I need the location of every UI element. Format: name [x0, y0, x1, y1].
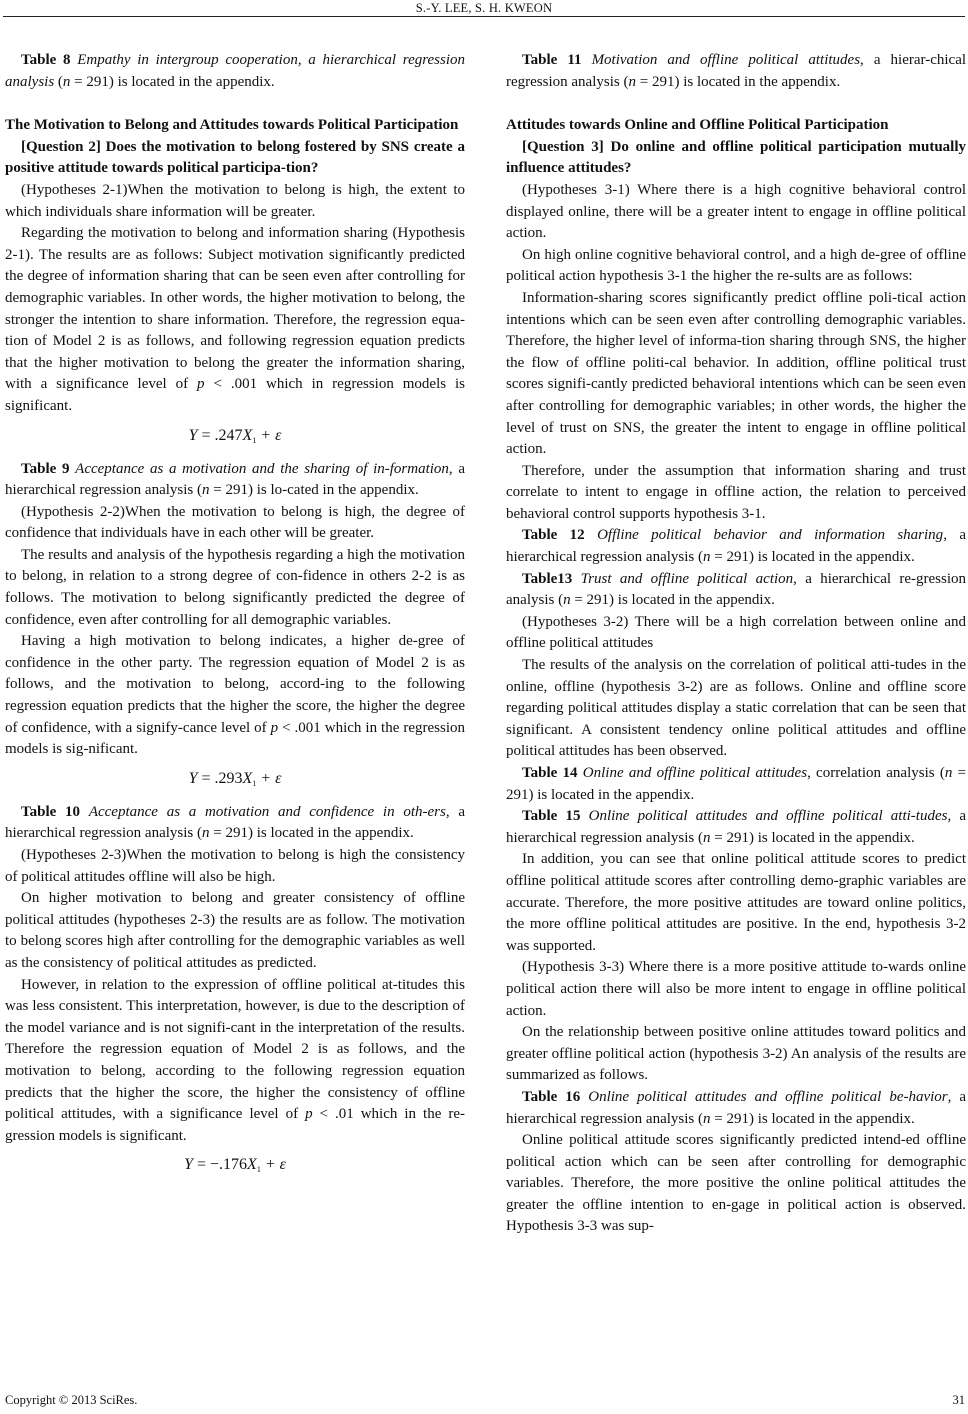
hypothesis-2-2: (Hypothesis 2-2)When the motivation to belong is high, the degree of confidence that individuals have in each other will be greater.: [5, 503, 465, 542]
research-question-3: [Question 3] Do online and offline political participation mutually influence attitudes?: [506, 138, 966, 177]
table-12-reference: Table 12 Offline political behavior and information sharing, a hierarchical regression analysis (n = 291) is located in the appendix.: [506, 527, 966, 566]
paragraph-confidence: Having a high motivation to belong indicates, a higher de-gree of confidence in the other party. The regression equation of Model 2 is as follows, and the motivation to belong, accord-ing to the following regression equation predicts that the higher the score, the higher the degree of confidence, with a signify-cance level of p < .001 which in the regression models is sig-nificant.: [5, 633, 465, 758]
running-header: S.-Y. LEE, S. H. KWEON: [415, 1, 553, 15]
table-13-reference: Table13 Trust and offline political action, a hierarchical re-gression analysis (n = 291) is located in the appendix.: [506, 570, 966, 609]
hypothesis-2-1: (Hypotheses 2-1)When the motivation to belong is high, the extent to which individuals share information will be greater.: [5, 181, 465, 220]
page-number: 31: [952, 1393, 965, 1407]
hypothesis-3-2: (Hypotheses 3-2) There will be a high correlation between online and offline political attitudes: [506, 613, 966, 652]
regression-equation-2: $Y = .293X_1 + \varepsilon$: [188, 769, 282, 788]
regression-equation-3: $Y = -.176X_1 + \varepsilon$: [184, 1156, 286, 1175]
paragraph-hypothesis-2-3-results: On higher motivation to belong and greater consistency of offline political attitudes (hypotheses 2-3) the results are as follow. The motivation to belong scores high after controlling for the demographic variables as well as the consistency of political attitudes as predicted.: [5, 890, 465, 971]
header-rule: [3, 16, 965, 17]
table-15-reference: Table 15 Online political attitudes and offline political atti-tudes, a hierarchical regression analysis (n = 291) is located in the appendix.: [506, 808, 967, 846]
table-8-reference: Table 8 Empathy in intergroup cooperation, a hierarchical regression analysis (n = 291) is located in the appendix.: [5, 52, 466, 90]
table-14-reference: Table 14 Online and offline political attitudes, correlation analysis (n = 291) is located in the appendix.: [506, 765, 967, 803]
paragraph-information-sharing: Information-sharing scores significantly predict offline poli-tical action intentions which can be seen even after controlling demographic variables. Therefore, the higher level of informa-tion sharing through SNS, the higher the flow of offline politi-cal behavior. In addition, offline political trust scores signifi-cantly predicted behavioral intentions which can be seen even after controlling for demographic variables; in other words, the higher the level of trust on SNS, the greater the intent to engage in offline political action.: [506, 289, 966, 458]
paragraph-hypothesis-3-2-supported: In addition, you can see that online political attitude scores to predict offline political attitude scores after controlling demo-graphic variables are accurate. Therefore, the more positive attitudes are toward online politics, the more offline political attitudes are positive. In the end, hypothesis 3-2 was supported.: [506, 851, 966, 954]
paragraph-hypothesis-3-3-intro: On the relationship between positive online attitudes toward politics and greater offline political action (hypothesis 3-2) An analysis of the results are summarized as follows.: [506, 1024, 966, 1084]
research-question-2: [Question 2] Does the motivation to belong fostered by SNS create a positive attitude towards political participa-tion?: [5, 138, 465, 177]
paragraph-hypothesis-3-3-results: Online political attitude scores significantly predicted intend-ed offline political action which can be seen after controlling for demographic variables. Therefore, the more positive the online political attitudes the greater the offline intention to en-gage in political action is observed. Hypothesis 3-3 was sup-: [506, 1132, 966, 1235]
hypothesis-3-3: (Hypothesis 3-3) Where there is a more positive attitude to-wards online political action there will also be more intent to engage in offline political action.: [506, 959, 966, 1019]
right-column: [506, 50, 966, 1238]
paragraph-hypothesis-3-1-intro: On high online cognitive behavioral control, and a high de-gree of offline political action hypothesis 3-1 the higher the re-sults are as follows:: [506, 246, 966, 285]
table-16-reference: Table 16 Online political attitudes and offline political be-havior, a hierarchical regression analysis (n = 291) is located in the appendix.: [506, 1088, 967, 1127]
left-column: [5, 50, 465, 1188]
section-heading-motivation: The Motivation to Belong and Attitudes towards Political Participation: [5, 117, 459, 134]
paragraph-hypothesis-2-2-results: The results and analysis of the hypothesis regarding a high the motivation to belong, in relation to a strong degree of con-fidence in others 2-2 is as follows. The motivation to belong significantly predicted the degree of confidence, even after controlling for all demographic variables.: [5, 546, 465, 628]
paragraph-assumption: Therefore, under the assumption that information sharing and trust correlate to intent to engage in offline action, the relation to perceived behavioral control supports hypothesis 3-1.: [506, 462, 966, 522]
section-heading-online-offline: Attitudes towards Online and Offline Political Participation: [506, 117, 889, 134]
paragraph-correlation-results: The results of the analysis on the correlation of political atti-tudes in the online, offline (hypothesis 3-2) are as follows. Online and offline score regarding political attitudes display a static correlation that can be seen that significant. A consistent tendency online political attitudes and offline political attitudes has been observed.: [506, 657, 966, 760]
hypothesis-3-1: (Hypotheses 3-1) Where there is a high cognitive behavioral control displayed online, there will be a greater intent to engage in offline political action.: [506, 181, 966, 242]
regression-equation-1: $Y = .247X_1 + \varepsilon$: [188, 426, 282, 445]
table-11-reference: Table 11 Motivation and offline political attitudes, a hierar-chical regression analysis (n = 291) is located in the appendix.: [506, 52, 967, 90]
table-10-reference: Table 10 Acceptance as a motivation and confidence in oth-ers, a hierarchical regression analysis (n = 291) is located in the appendix.: [5, 803, 466, 842]
hypothesis-2-3: (Hypotheses 2-3)When the motivation to belong is high the consistency of political attitudes offline will also be high.: [5, 847, 465, 885]
paragraph-offline-attitudes: However, in relation to the expression of offline political at-titudes this was less consistent. This interpretation, however, is due to the description of the model variance and is not signifi-cant in the interpretation of the results. Therefore the regression equation of Model 2 is as follows, and the motivation to belong, according to the following regression equation predicts that the higher the score, the higher the consistency of offline political attitudes, with a significance level of p < .01 which in the re-gression models is significant.: [5, 976, 465, 1144]
table-9-reference: Table 9 Acceptance as a motivation and the sharing of in-formation, a hierarchical regression analysis (n = 291) is lo-cated in the appendix.: [5, 460, 465, 499]
paragraph-hypothesis-2-1-results: Regarding the motivation to belong and information sharing (Hypothesis 2-1). The results are as follows: Subject motivation significantly predicted the degree of information sharing that can be seen even after controlling for demographic variables. In other words, the higher motivation to belong, the stronger the intention to share information. Therefore, the regression equa-tion of Model 2 is as follows, and following regression equation predicts that the higher motivation to belong the greater the information sharing, with a significance level of p < .001 which in regression models is significant.: [5, 225, 465, 414]
footer-copyright: Copyright © 2013 SciRes.: [5, 1393, 138, 1407]
